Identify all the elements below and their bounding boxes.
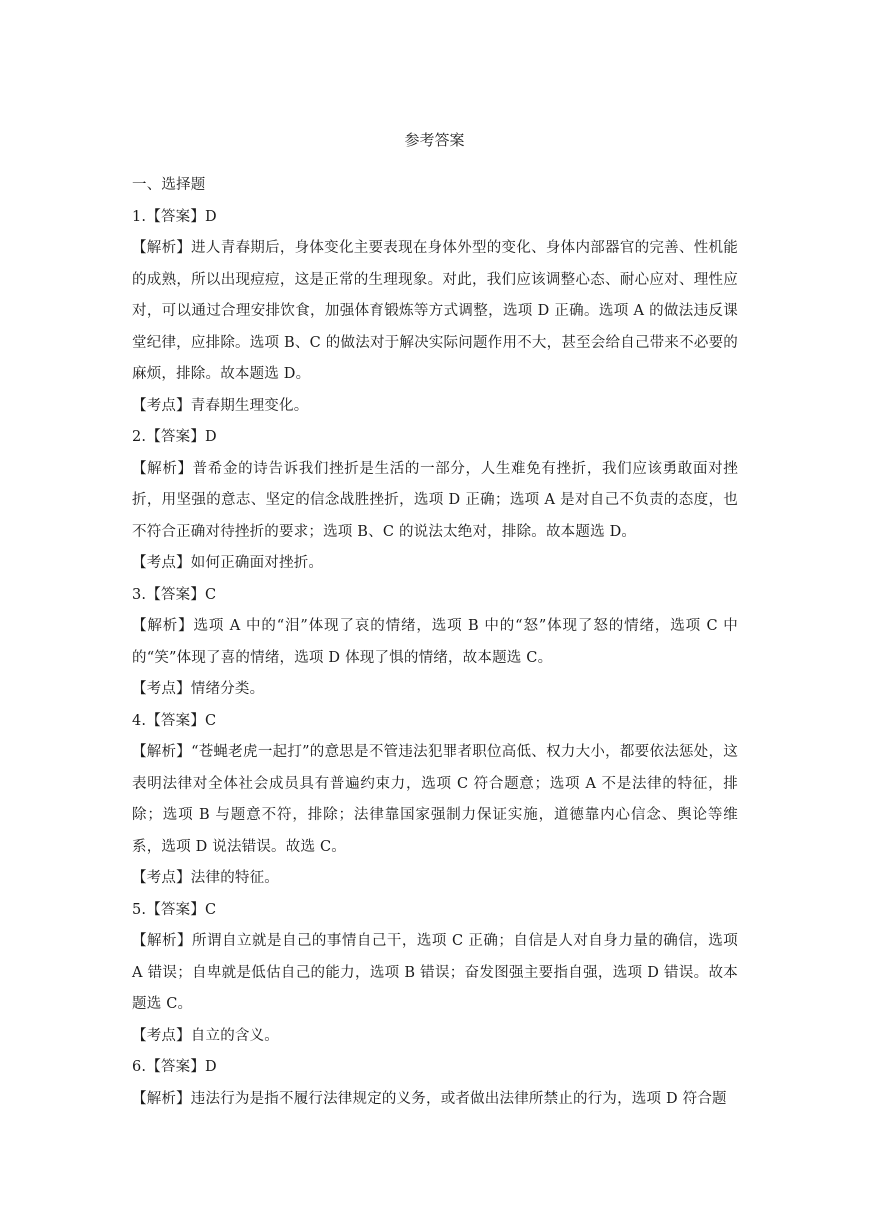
answer-line: 3.【答案】C (132, 586, 217, 603)
analysis-paragraph: 【解析】“苍蝇老虎一起打”的意思是不管违法犯罪者职位高低、权力大小，都要依法惩处，这表明法律对全体社会成员具有普遍约束力，选项 C 符合题意；选项 A 不是法律的特征，排除；选项 B 与题意不符，排除；法律靠国家强制力保证实施，道德靠内心信念、舆论等维系，选项 D 说法错误。故选 C。 (132, 744, 738, 855)
key-point-line: 【考点】如何正确面对挫折。 (132, 555, 324, 571)
analysis-paragraph: 【解析】进人青春期后，身体变化主要表现在身体外型的变化、身体内部器官的完善、性机能的成熟，所以出现痘痘，这是正常的生理现象。对此，我们应该调整心态、耐心应对、理性应对，可以通过合理安排饮食，加强体育锻炼等方式调整，选项 D 正确。选项 A 的做法违反课堂纪律，应排除。选项 B、C 的做法对于解决实际问题作用不大，甚至会给自己带来不必要的麻烦，排除。故本题选 D。 (132, 240, 738, 382)
key-point-line: 【考点】青春期生理变化。 (132, 397, 309, 414)
question-block (132, 1052, 738, 1115)
question-block (132, 422, 738, 580)
question-block (132, 895, 738, 1053)
key-point-line: 【考点】自立的含义。 (132, 1027, 279, 1044)
answer-line: 5.【答案】C (132, 901, 217, 918)
answer-line: 1.【答案】D (132, 208, 217, 225)
page-title: 参考答案 (404, 131, 465, 149)
key-point-line: 【考点】情绪分类。 (132, 681, 265, 697)
answer-line: 6.【答案】D (132, 1059, 217, 1075)
key-point-line: 【考点】法律的特征。 (132, 870, 279, 886)
document-content (132, 170, 738, 1115)
analysis-paragraph: 【解析】所谓自立就是自己的事情自己干，选项 C 正确；自信是人对自身力量的确信，选项 A 错误；自卑就是低估自己的能力，选项 B 错误；奋发图强主要指自强，选项 D 错误。故本题选 C。 (132, 933, 738, 1012)
section-heading: 一、选择题 (132, 177, 206, 193)
answer-line: 4.【答案】C (132, 712, 217, 729)
question-block (132, 202, 738, 423)
answer-line: 2.【答案】D (132, 429, 217, 445)
analysis-paragraph: 【解析】违法行为是指不履行法律规定的义务，或者做出法律所禁止的行为，选项 D 符合题 (132, 1090, 727, 1107)
analysis-paragraph: 【解析】选项 A 中的“泪”体现了哀的情绪，选项 B 中的“怒”体现了怒的情绪，选项 C 中的“笑”体现了喜的情绪，选项 D 体现了惧的情绪，故本题选 C。 (132, 618, 738, 666)
question-block (132, 580, 738, 706)
question-block (132, 706, 738, 895)
analysis-paragraph: 【解析】普希金的诗告诉我们挫折是生活的一部分，人生难免有挫折，我们应该勇敢面对挫折，用坚强的意志、坚定的信念战胜挫折，选项 D 正确；选项 A 是对自己不负责的态度，也不符合正确对待挫折的要求；选项 B、C 的说法太绝对，排除。故本题选 D。 (132, 460, 738, 540)
